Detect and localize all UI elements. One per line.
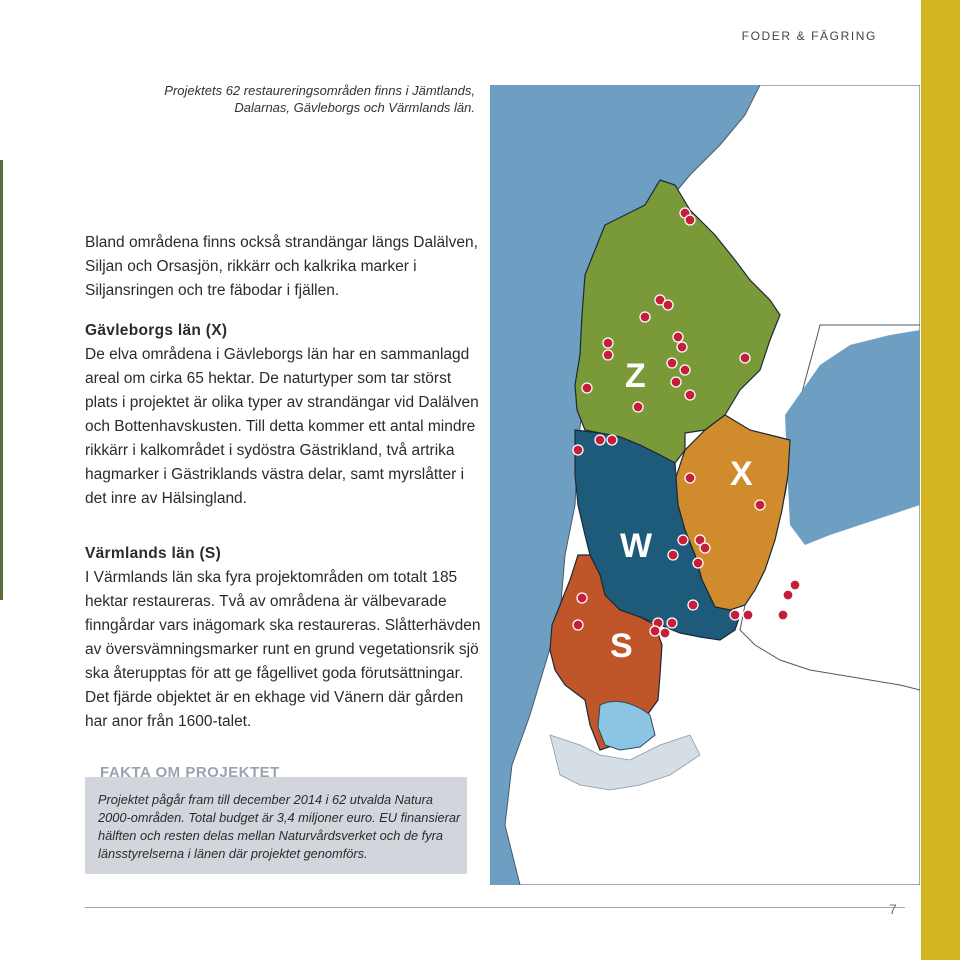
site-dot (685, 473, 695, 483)
site-dot (685, 390, 695, 400)
page-number: 7 (889, 901, 897, 917)
fact-text: Projektet pågår fram till december 2014 i 62 utvalda Natura 2000-områden. Total budget är 3,4 miljoner euro. EU finansierar hälften och resten delas mellan Naturvårdsverket och de fyra länsstyrelserna i länen där projektet genomförs. (98, 792, 461, 861)
site-dot (650, 626, 660, 636)
footer-rule (85, 907, 905, 908)
site-dot (688, 600, 698, 610)
site-dot (607, 435, 617, 445)
site-dot (595, 435, 605, 445)
map-caption (120, 82, 475, 116)
site-dot (673, 332, 683, 342)
region-label-s: S (610, 627, 633, 665)
caption-line-2: Dalarnas, Gävleborgs och Värmlands län. (234, 100, 475, 115)
site-dot (640, 312, 650, 322)
section-header: FODER & FÄGRING (741, 29, 877, 43)
region-label-w: W (620, 527, 653, 565)
site-dot (783, 590, 793, 600)
fact-title: FAKTA OM PROJEKTET (100, 764, 280, 781)
region-label-x: X (730, 455, 753, 493)
site-dot (743, 610, 753, 620)
site-dot (700, 543, 710, 553)
map-svg (490, 85, 920, 885)
region-label-z: Z (625, 357, 646, 395)
varmland-paragraph: I Värmlands län ska fyra projektområden om totalt 185 hektar restaureras. Två av områdena är välbevarade finngårdar vars inägomark ska restaureras. Slåtterhävden av översvämningsmarker runt en grund vegetationsrik sjö ska återupptas för att ge fågellivet goda förutsättningar. Det fjärde objektet är en ekhage vid Vänern där gården har anor från 1600-talet. (85, 569, 481, 730)
site-dot (678, 535, 688, 545)
site-dot (680, 365, 690, 375)
region-map (490, 85, 920, 885)
site-dot (667, 618, 677, 628)
site-dot (603, 338, 613, 348)
varmland-heading: Värmlands län (S) (85, 545, 222, 562)
site-dot (790, 580, 800, 590)
site-dot (778, 610, 788, 620)
intro-section (85, 231, 485, 303)
accent-bar (921, 0, 960, 960)
site-dot (667, 358, 677, 368)
site-dot (663, 300, 673, 310)
site-dot (603, 350, 613, 360)
site-dot (685, 215, 695, 225)
site-dot (660, 628, 670, 638)
left-photo-edge (0, 160, 3, 600)
intro-paragraph: Bland områdena finns också strandängar längs Dalälven, Siljan och Orsasjön, rikkärr och kalkrika marker i Siljansringen och tre fäbodar i fjällen. (85, 234, 478, 299)
gavleborg-section (85, 319, 485, 511)
varmland-section (85, 542, 485, 734)
gavleborg-paragraph: De elva områdena i Gävleborgs län har en sammanlagd areal om cirka 65 hektar. De naturtyper som tar störst plats i projektet är olika typer av strandängar vid Dalälven och Bottenhavskusten. Till detta kommer ett antal mindre rikkärr i kalkområdet i sydöstra Gästrikland, två artrika hagmarker i Gästriklands västra delar, samt myrslåtter i det inre av Hälsingland. (85, 346, 479, 507)
site-dot (573, 620, 583, 630)
site-dot (671, 377, 681, 387)
site-dot (677, 342, 687, 352)
gavleborg-heading: Gävleborgs län (X) (85, 322, 228, 339)
site-dot (693, 558, 703, 568)
site-dot (573, 445, 583, 455)
site-dot (730, 610, 740, 620)
site-dot (740, 353, 750, 363)
site-dot (755, 500, 765, 510)
site-dot (577, 593, 587, 603)
caption-line-1: Projektets 62 restaureringsområden finns i Jämtlands, (164, 83, 475, 98)
site-dot (633, 402, 643, 412)
site-dot (582, 383, 592, 393)
site-dot (668, 550, 678, 560)
